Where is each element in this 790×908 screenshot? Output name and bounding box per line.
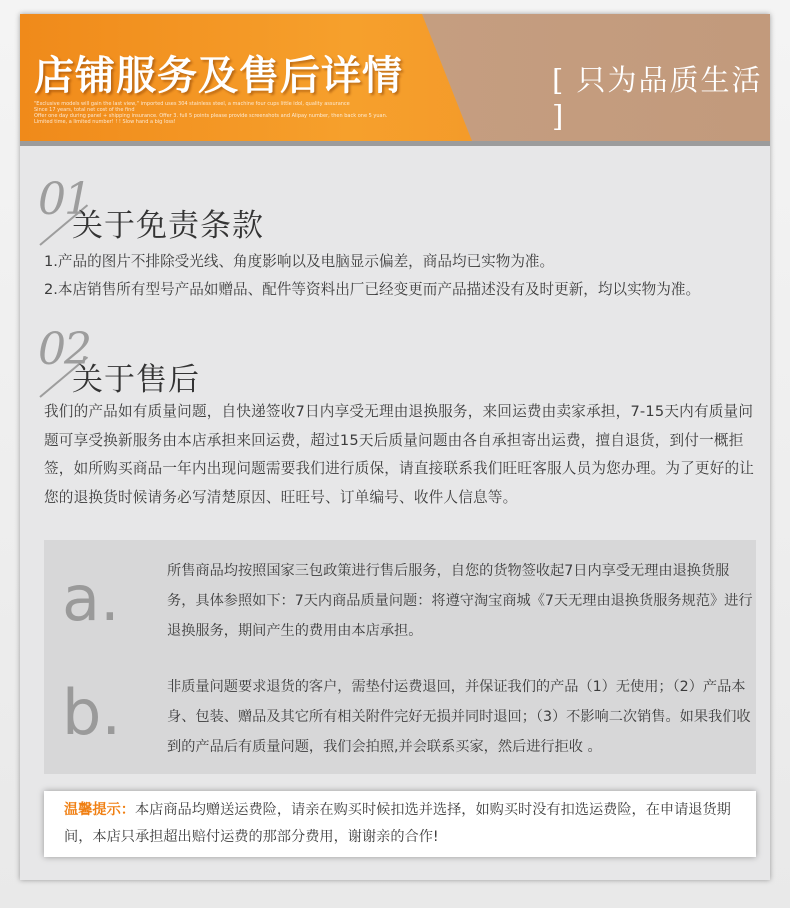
header-divider — [20, 141, 770, 146]
item-letter: a. — [62, 562, 120, 635]
disclaimer-line: 2.本店销售所有型号产品如赠品、配件等资料出厂已经变更而产品描述没有及时更新，均以实物为准。 — [44, 281, 701, 298]
header-fine-print — [34, 101, 434, 125]
tip-box — [44, 791, 756, 857]
item-letter: b. — [62, 676, 122, 749]
section-title: 关于免责条款 — [72, 208, 264, 244]
section-number: 01 — [38, 174, 90, 225]
after-sales-item: 所售商品均按照国家三包政策进行售后服务，自您的货物签收起7日内享受无理由退换货服务，具体参照如下：7天内商品质量问题：将遵守淘宝商城《7天无理由退换货服务规范》进行退换服务，期间产生的费用由本店承担。 — [167, 563, 753, 639]
section-title: 关于售后 — [72, 362, 200, 398]
page-title: 店铺服务及售后详情 — [34, 53, 403, 99]
header-banner — [20, 14, 770, 141]
fine-print-line: Limited time, a limited number! ! ! Slow hand a big loss! — [34, 119, 176, 125]
disclaimer-line: 1.产品的图片不排除受光线、角度影响以及电脑显示偏差，商品均已实物为准。 — [44, 253, 555, 270]
header-slogan: [ 只为品质生活 ] — [552, 63, 763, 133]
tip-label: 温馨提示： — [64, 802, 135, 818]
tip-body: 本店商品均赠送运费险，请亲在购买时候扣选并选择，如购买时没有扣选运费险，在申请退货期间，本店只承担超出赔付运费的那部分费用，谢谢亲的合作! — [64, 802, 731, 845]
fine-print-line: Offer one day during panel + shipping insurance. Offer 3. full 5 points please provide screenshots and Alipay number, then back one 5 yuan. — [34, 113, 388, 119]
after-sales-details-panel — [44, 540, 756, 774]
fine-print-line: Since 17 years, total net cost of the find — [34, 107, 135, 113]
section-number: 02 — [38, 324, 90, 375]
after-sales-item: 非质量问题要求退货的客户，需垫付运费退回，并保证我们的产品（1）无使用；（2）产品本身、包装、赠品及其它所有相关附件完好无损并同时退回；（3）不影响二次销售。如果我们收到的产品后有质量问题，我们会拍照,并会联系买家，然后进行拒收 。 — [167, 679, 751, 755]
fine-print-line: "Exclusive models will gain the last view," imported uses 304 stainless steel, a machine four cups little idol, quality assurance — [34, 101, 350, 107]
tip-text — [64, 797, 744, 851]
content-frame — [20, 14, 770, 880]
after-sales-paragraph: 我们的产品如有质量问题，自快递签收7日内享受无理由退换服务，来回运费由卖家承担，7-15天内有质量问题可享受换新服务由本店承担来回运费，超过15天后质量问题由各自承担寄出运费，擅自退货，到付一概拒签，如所购买商品一年内出现问题需要我们进行质保，请直接联系我们旺旺客服人员为您办理。为了更好的让您的退换货时候请务必写清楚原因、旺旺号、订单编号、收件人信息等。 — [44, 403, 755, 506]
